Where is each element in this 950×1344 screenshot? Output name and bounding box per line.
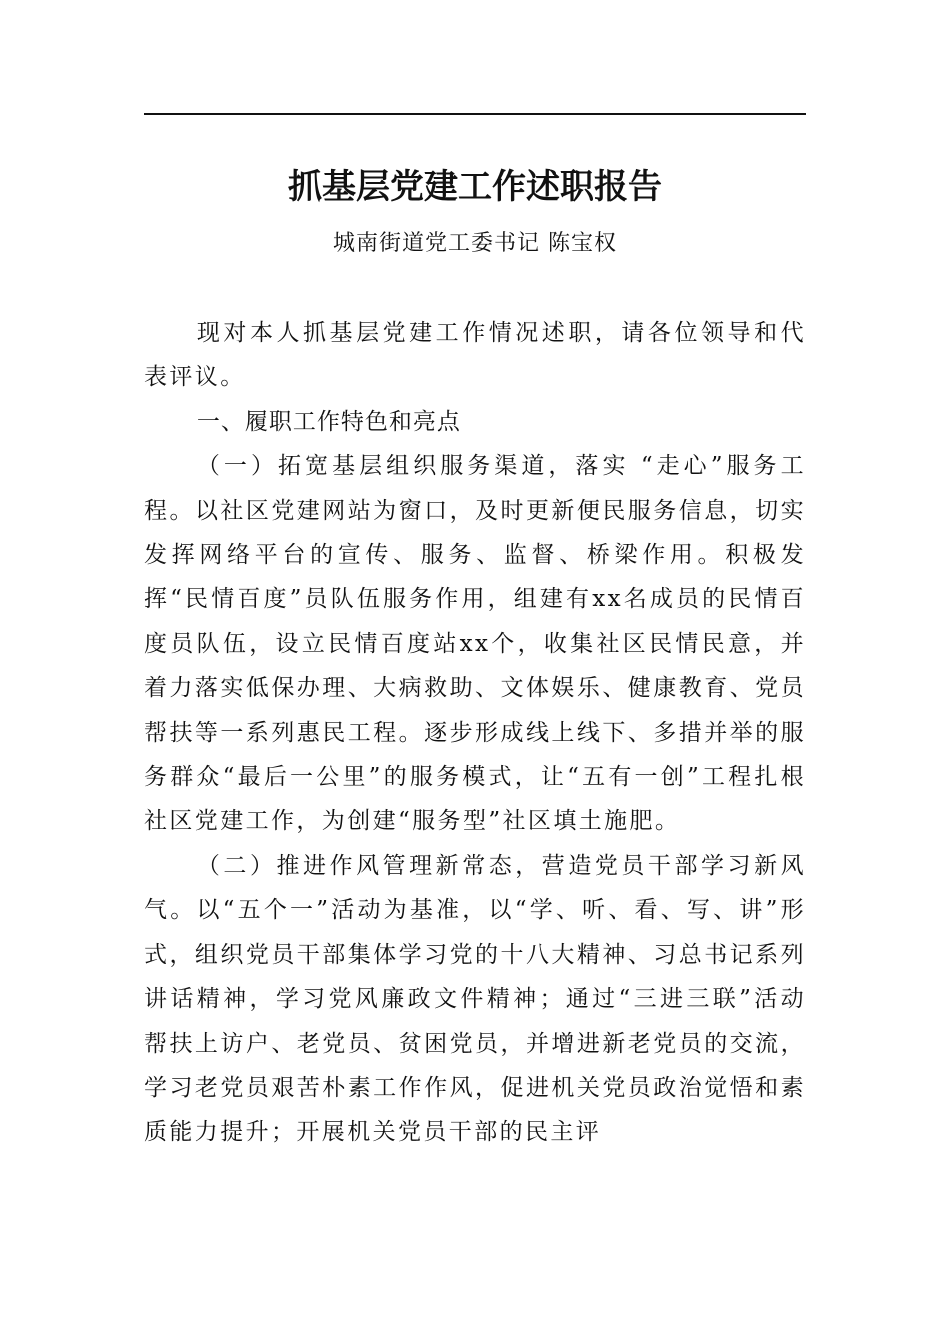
intro-paragraph: 现对本人抓基层党建工作情况述职，请各位领导和代表评议。 [144, 320, 806, 391]
header-rule [144, 113, 806, 115]
subsection-lead: （一）拓宽基层组织服务渠道，落实 “走心”服务工程。 [144, 453, 806, 524]
author-byline: 城南街道党工委书记 陈宝权 [333, 231, 617, 256]
subsection-body: 以“五个一”活动为基准，以“学、听、看、写、讲”形式，组织党员干部集体学习党的十八大精神、习总书记系列讲话精神，学习党风廉政文件精神；通过“三进三联”活动帮扶上访户、老党员、贫困党员，并增进新老党员的交流，学习老党员艰苦朴素工作作风，促进机关党员政治觉悟和素质能力提升；开展机关党员干部的民主评 [144, 897, 806, 1146]
subsection-paragraph-2 [144, 844, 806, 1155]
document-body [144, 311, 806, 1155]
document-title: 抓基层党建工作述职报告 [288, 167, 662, 207]
section-heading: 一、履职工作特色和亮点 [196, 408, 461, 435]
subsection-paragraph-1 [144, 444, 806, 844]
subsection-body: 以社区党建网站为窗口，及时更新便民服务信息，切实发挥网络平台的宣传、服务、监督、桥梁作用。积极发挥“民情百度”员队伍服务作用，组建有xx名成员的民情百度员队伍，设立民情百度站xx个，收集社区民情民意，并着力落实低保办理、大病救助、文体娱乐、健康教育、党员帮扶等一系列惠民工程。逐步形成线上线下、多措并举的服务群众“最后一公里”的服务模式，让“五有一创”工程扎根社区党建工作，为创建“服务型”社区填土施肥。 [144, 497, 806, 835]
subsection-lead: （二）推进作风管理新常态，营造党员干部学习新风气。 [144, 852, 806, 924]
